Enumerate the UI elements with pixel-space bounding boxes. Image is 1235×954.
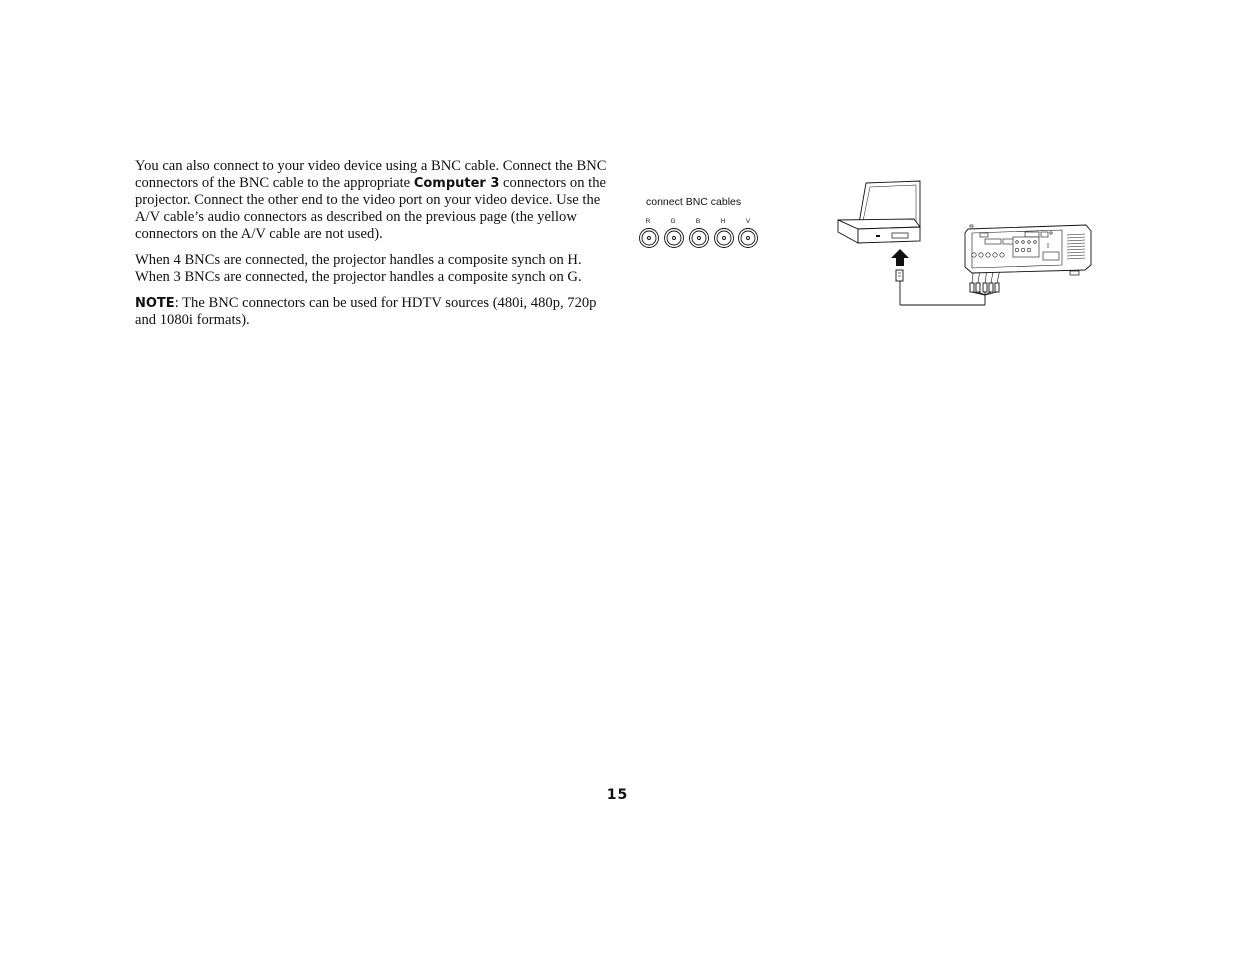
paragraph-synch: When 4 BNCs are connected, the projector handles a composite synch on H. When 3 BNCs are connected, the projector handles a composite synch on G. bbox=[135, 252, 582, 285]
computer-3-label: Computer 3 bbox=[413, 176, 500, 191]
connector-label-g: G bbox=[670, 218, 676, 225]
arrow-up-icon bbox=[891, 249, 909, 266]
note-label: NOTE bbox=[135, 296, 175, 311]
bnc-connector-b bbox=[690, 229, 709, 248]
figure-caption: connect BNC cables bbox=[646, 196, 742, 208]
bnc-connector-g bbox=[665, 229, 684, 248]
connector-label-r: R bbox=[645, 218, 651, 225]
video-device-illustration bbox=[838, 181, 920, 243]
bnc-connector-h bbox=[715, 229, 734, 248]
page-number: 15 bbox=[606, 787, 629, 803]
bnc-connector-v bbox=[739, 229, 758, 248]
note-text: : The BNC connectors can be used for HDTV sources (480i, 480p, 720p and 1080i formats). bbox=[135, 295, 597, 328]
paragraph-bnc-connection-end: connectors on the projector. Connect the other end to the video port on your video device. Use the A/V cable’s audio connectors as described on the previous page (the yellow connectors on the A/V cable are not used). bbox=[135, 175, 606, 242]
bnc-connector-r bbox=[640, 229, 659, 248]
connector-label-v: V bbox=[745, 218, 751, 225]
bnc-diagram bbox=[630, 175, 1100, 315]
paragraph-note bbox=[135, 295, 610, 329]
paragraph-bnc-connection-start: You can also connect to your video device using a BNC cable. Connect the BNC connectors of the BNC cable to the appropriate bbox=[135, 158, 607, 191]
body-text bbox=[135, 158, 610, 338]
paragraph-bnc-connection bbox=[135, 158, 610, 243]
connector-label-h: H bbox=[720, 218, 726, 225]
projector-illustration bbox=[965, 225, 1091, 275]
connector-label-b: B bbox=[695, 218, 701, 225]
bnc-connection-figure bbox=[630, 175, 1100, 315]
